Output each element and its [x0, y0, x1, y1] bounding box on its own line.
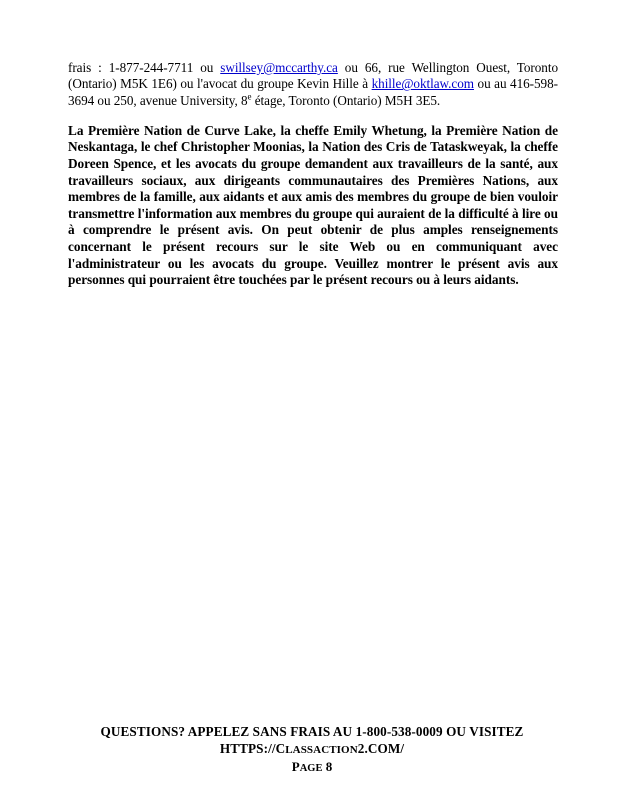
- page-label-rest: AGE: [299, 763, 323, 774]
- email-link-swillsey[interactable]: swillsey@mccarthy.ca: [220, 60, 338, 75]
- footer-website-line: [0, 741, 624, 759]
- footer-url-part2: LASSACTION: [285, 743, 358, 756]
- page-number-value: 8: [325, 759, 333, 774]
- paragraph-notice-request: La Première Nation de Curve Lake, la cheffe Emily Whetung, la Première Nation de Neskantaga, le chef Christopher Moonias, la Nation des Cris de Tataskweyak, la cheffe Doreen Spence, et les avocats du groupe demandent aux travailleurs de la santé, aux travailleurs sociaux, aux dirigeants communautaires des Premières Nations, aux membres de la famille, aux aidants et aux amis des membres du groupe de bien vouloir transmettre l'information aux membres du groupe qui auraient de la difficulté à lire ou à comprendre le présent avis. On peut obtenir de plus amples renseignements concernant le présent recours sur le site Web ou en communiquant avec l'administrateur ou les avocats du groupe. Veuillez montrer le présent avis aux personnes qui pourraient être touchées par le présent recours ou à leurs aidants.: [68, 122, 558, 288]
- contact-text-before-email1: frais : 1-877-244-7711 ou: [68, 60, 221, 75]
- page-label-initial: P: [291, 759, 300, 774]
- footer-questions-line: QUESTIONS? APPELEZ SANS FRAIS AU 1-800-538-0009 OU VISITEZ: [100, 724, 524, 739]
- document-body: [68, 60, 558, 289]
- ordinal-superscript: e: [247, 91, 252, 102]
- paragraph-contact-info: [68, 60, 558, 109]
- contact-text-after-email2: ou au 416-598-3694 ou 250, avenue University, 8: [68, 76, 558, 108]
- contact-text-tail: étage, Toronto (Ontario) M5H 3E5.: [251, 92, 441, 108]
- page-footer: [0, 724, 624, 778]
- contact-text-middle: ou 66, rue Wellington Ouest, Toronto (Ontario) M5K 1E6) ou l'avocat du groupe Kevin Hille à: [68, 60, 559, 92]
- footer-url-part1: HTTPS://C: [219, 740, 286, 756]
- page-number: [0, 759, 624, 778]
- email-link-khille[interactable]: khille@oktlaw.com: [371, 76, 474, 92]
- footer-url-part3: 2.COM/: [357, 740, 405, 756]
